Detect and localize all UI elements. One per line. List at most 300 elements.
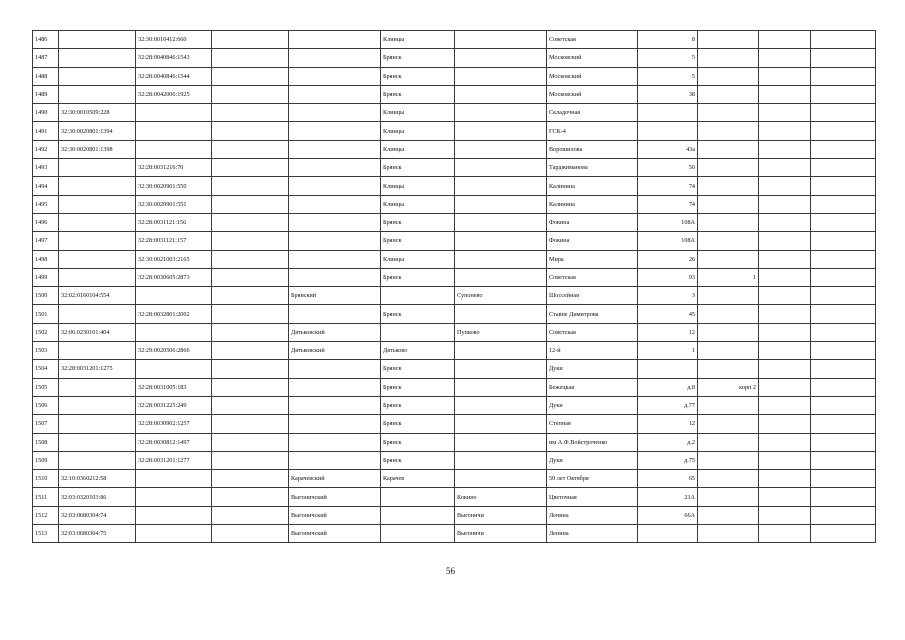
table-cell (759, 104, 811, 122)
table-cell (698, 67, 759, 85)
table-row (33, 213, 876, 231)
table-cell (811, 104, 876, 122)
table-cell: Московский (547, 49, 638, 67)
table-cell (289, 378, 381, 396)
table-cell (455, 378, 547, 396)
table-cell (381, 506, 455, 524)
table-cell (698, 396, 759, 414)
table-cell: 1501 (33, 305, 59, 323)
table-cell (455, 122, 547, 140)
table-cell (455, 305, 547, 323)
table-cell (698, 232, 759, 250)
table-cell: 32:03:0320103:86 (59, 488, 136, 506)
table-cell (455, 415, 547, 433)
table-cell: 32:28:0042006:1925 (136, 85, 212, 103)
table-cell (455, 31, 547, 49)
table-cell (59, 451, 136, 469)
table-cell: 1510 (33, 470, 59, 488)
table-cell: Клинцы (381, 195, 455, 213)
table-cell (698, 488, 759, 506)
table-cell: Московский (547, 67, 638, 85)
table-cell: 1507 (33, 415, 59, 433)
table-cell: Дуки (547, 451, 638, 469)
table-cell (759, 470, 811, 488)
table-cell: 1506 (33, 396, 59, 414)
table-cell (212, 159, 289, 177)
table-cell (59, 396, 136, 414)
table-cell (455, 396, 547, 414)
table-cell (455, 85, 547, 103)
table-row (33, 506, 876, 524)
table-cell: 32:30:0010509:228 (59, 104, 136, 122)
table-row (33, 323, 876, 341)
table-cell: Брянск (381, 415, 455, 433)
table-cell: Дуки (547, 396, 638, 414)
table-cell (638, 525, 698, 543)
table-cell (698, 195, 759, 213)
table-cell (212, 122, 289, 140)
table-cell: 5 (638, 67, 698, 85)
table-cell (136, 470, 212, 488)
table-row (33, 104, 876, 122)
table-cell (455, 433, 547, 451)
table-cell (212, 31, 289, 49)
table-row (33, 232, 876, 250)
table-cell: 66А (638, 506, 698, 524)
table-cell (455, 159, 547, 177)
table-cell: 32:28:0031121:156 (136, 213, 212, 231)
registry-table (32, 30, 876, 543)
table-cell: Брянск (381, 213, 455, 231)
table-cell: 1492 (33, 140, 59, 158)
table-cell: 1504 (33, 360, 59, 378)
table-cell: Брянск (381, 268, 455, 286)
table-cell (455, 177, 547, 195)
table-cell (136, 287, 212, 305)
table-cell (455, 104, 547, 122)
table-cell: Дятьково (381, 342, 455, 360)
table-cell (136, 506, 212, 524)
table-cell (759, 140, 811, 158)
table-cell (289, 268, 381, 286)
table-cell: 1491 (33, 122, 59, 140)
table-cell: 1 (638, 342, 698, 360)
table-cell: 1 (698, 268, 759, 286)
table-cell (212, 213, 289, 231)
table-cell: Брянск (381, 396, 455, 414)
table-cell (455, 195, 547, 213)
table-cell: 32:28:0040846:1543 (136, 49, 212, 67)
table-cell: Выгоничи (455, 506, 547, 524)
table-cell (212, 470, 289, 488)
table-cell (638, 122, 698, 140)
table-row (33, 67, 876, 85)
table-cell (698, 305, 759, 323)
table-cell (759, 488, 811, 506)
table-cell (759, 360, 811, 378)
table-cell (136, 323, 212, 341)
table-cell (289, 415, 381, 433)
table-cell (698, 177, 759, 195)
table-cell: 32:28:0030902:1257 (136, 415, 212, 433)
table-cell (59, 232, 136, 250)
table-cell: 32:29:0020506:2866 (136, 342, 212, 360)
table-cell (811, 67, 876, 85)
table-cell (455, 232, 547, 250)
table-row (33, 85, 876, 103)
table-cell: Выгоничский (289, 488, 381, 506)
table-cell (212, 250, 289, 268)
table-cell (811, 488, 876, 506)
table-cell (455, 360, 547, 378)
table-cell (59, 31, 136, 49)
table-cell: Калинина (547, 195, 638, 213)
table-cell: Шоссейная (547, 287, 638, 305)
table-cell: 32:30:0020901:550 (136, 177, 212, 195)
table-cell (212, 104, 289, 122)
table-cell: Дуки (547, 360, 638, 378)
table-cell: 1494 (33, 177, 59, 195)
table-cell (811, 49, 876, 67)
table-cell: Ленина (547, 525, 638, 543)
table-cell (212, 305, 289, 323)
table-cell (759, 49, 811, 67)
table-cell (455, 342, 547, 360)
table-cell (759, 525, 811, 543)
table-cell (811, 213, 876, 231)
table-cell (759, 287, 811, 305)
table-cell (212, 378, 289, 396)
table-cell (59, 213, 136, 231)
page-number: 56 (446, 566, 455, 576)
table-cell: 32:28:0031201:1277 (136, 451, 212, 469)
table-cell: Клинцы (381, 122, 455, 140)
table-cell (289, 140, 381, 158)
table-cell: Брянск (381, 67, 455, 85)
table-cell (811, 140, 876, 158)
table-cell: 43а (638, 140, 698, 158)
table-cell (212, 232, 289, 250)
table-cell (698, 159, 759, 177)
table-cell: 1493 (33, 159, 59, 177)
table-cell (59, 378, 136, 396)
table-cell (811, 31, 876, 49)
table-cell: 32:03:0680304:75 (59, 525, 136, 543)
table-cell: Бежецкая (547, 378, 638, 396)
table-row (33, 396, 876, 414)
table-row (33, 360, 876, 378)
table-cell (811, 122, 876, 140)
table-cell (698, 104, 759, 122)
table-cell (811, 451, 876, 469)
table-cell: Брянск (381, 378, 455, 396)
table-cell (698, 415, 759, 433)
table-cell (759, 342, 811, 360)
table-cell (759, 232, 811, 250)
table-cell: 1508 (33, 433, 59, 451)
table-cell (698, 433, 759, 451)
table-cell: Брянск (381, 305, 455, 323)
table-cell (381, 488, 455, 506)
table-cell: 1513 (33, 525, 59, 543)
table-row (33, 159, 876, 177)
table-cell (136, 140, 212, 158)
table-cell: Цветочная (547, 488, 638, 506)
table-cell: 38 (638, 85, 698, 103)
table-row (33, 140, 876, 158)
table-row (33, 342, 876, 360)
table-cell: 32:28:0030812:1497 (136, 433, 212, 451)
table-cell (698, 31, 759, 49)
table-cell (136, 360, 212, 378)
table-cell (59, 49, 136, 67)
table-cell (59, 415, 136, 433)
table-cell (759, 177, 811, 195)
table-cell (759, 122, 811, 140)
table-cell (759, 159, 811, 177)
table-cell (759, 195, 811, 213)
table-cell (811, 85, 876, 103)
table-cell (59, 159, 136, 177)
table-cell: 12 (638, 415, 698, 433)
table-cell (759, 213, 811, 231)
table-cell (811, 159, 876, 177)
table-row (33, 122, 876, 140)
table-cell: Выгоничи (455, 525, 547, 543)
table-cell: 108А (638, 232, 698, 250)
table-cell (455, 268, 547, 286)
table-cell (811, 195, 876, 213)
table-cell: Выгоничский (289, 506, 381, 524)
table-cell (759, 67, 811, 85)
table-row (33, 195, 876, 213)
table-cell: 21А (638, 488, 698, 506)
table-cell (136, 488, 212, 506)
table-cell: 1511 (33, 488, 59, 506)
table-cell: Клинцы (381, 104, 455, 122)
table-cell (698, 360, 759, 378)
table-cell: Брянск (381, 451, 455, 469)
table-cell: 1500 (33, 287, 59, 305)
table-cell (212, 140, 289, 158)
table-cell (289, 305, 381, 323)
table-cell: 1499 (33, 268, 59, 286)
table-cell: 32:30:0020801:1398 (59, 140, 136, 158)
table-cell (455, 213, 547, 231)
table-cell: 32:06:0230101:404 (59, 323, 136, 341)
table-cell: 32:10:0360212:58 (59, 470, 136, 488)
table-cell (759, 506, 811, 524)
table-cell (638, 104, 698, 122)
table-cell (136, 122, 212, 140)
table-cell: 74 (638, 195, 698, 213)
table-cell (759, 85, 811, 103)
table-cell: 1488 (33, 67, 59, 85)
table-cell (759, 451, 811, 469)
table-cell: 1505 (33, 378, 59, 396)
table-row (33, 268, 876, 286)
table-cell: 1489 (33, 85, 59, 103)
table-cell (289, 49, 381, 67)
table-cell: Клинцы (381, 250, 455, 268)
table-cell (698, 287, 759, 305)
table-cell: 26 (638, 250, 698, 268)
table-cell (759, 396, 811, 414)
table-cell: 1496 (33, 213, 59, 231)
table-cell: 32:28:0031121:157 (136, 232, 212, 250)
table-row (33, 488, 876, 506)
table-row (33, 451, 876, 469)
table-cell: Складочная (547, 104, 638, 122)
table-cell: Ленина (547, 506, 638, 524)
table-cell (455, 140, 547, 158)
table-cell: 65 (638, 470, 698, 488)
table-cell (289, 360, 381, 378)
table-cell (811, 342, 876, 360)
table-cell: д.77 (638, 396, 698, 414)
table-cell: 1497 (33, 232, 59, 250)
table-cell (289, 122, 381, 140)
table-cell (455, 67, 547, 85)
table-cell: Брянск (381, 360, 455, 378)
table-cell: 50 (638, 159, 698, 177)
table-cell: 1490 (33, 104, 59, 122)
table-cell: Советская (547, 268, 638, 286)
table-cell: Мира (547, 250, 638, 268)
table-cell: Ворошилова (547, 140, 638, 158)
table-cell (289, 31, 381, 49)
table-cell: 32:30:0020901:551 (136, 195, 212, 213)
table-cell (212, 451, 289, 469)
table-cell (759, 378, 811, 396)
table-cell (811, 250, 876, 268)
table-cell: 8 (638, 31, 698, 49)
table-row (33, 177, 876, 195)
table-cell: 1498 (33, 250, 59, 268)
table-cell: 1502 (33, 323, 59, 341)
table-cell (381, 323, 455, 341)
table-cell: Брянск (381, 85, 455, 103)
table-cell (759, 268, 811, 286)
table-cell: 32:30:0021003:2165 (136, 250, 212, 268)
table-cell (698, 122, 759, 140)
table-cell (759, 433, 811, 451)
table-cell: Кокино (455, 488, 547, 506)
table-cell (759, 250, 811, 268)
table-cell (212, 85, 289, 103)
table-cell (698, 342, 759, 360)
table-cell (289, 396, 381, 414)
table-cell: Выгоничский (289, 525, 381, 543)
table-cell: Карачевский (289, 470, 381, 488)
table-cell: Клинцы (381, 140, 455, 158)
table-cell (59, 250, 136, 268)
table-cell (289, 177, 381, 195)
table-cell (289, 159, 381, 177)
table-cell (698, 213, 759, 231)
table-cell (811, 506, 876, 524)
table-cell: 32:28:0031005:183 (136, 378, 212, 396)
table-cell: Брянский (289, 287, 381, 305)
table-cell: 1486 (33, 31, 59, 49)
table-cell: Московский (547, 85, 638, 103)
table-cell: 1509 (33, 451, 59, 469)
table-cell (811, 415, 876, 433)
table-cell (289, 195, 381, 213)
table-cell (811, 268, 876, 286)
table-cell (811, 177, 876, 195)
table-cell: 32:28:0040846:1544 (136, 67, 212, 85)
table-cell: Советская (547, 31, 638, 49)
table-cell (698, 506, 759, 524)
table-cell (59, 433, 136, 451)
table-cell: 12-й (547, 342, 638, 360)
table-cell: Пупково (455, 323, 547, 341)
table-row (33, 287, 876, 305)
table-cell: 3 (638, 287, 698, 305)
table-cell (59, 268, 136, 286)
table-cell: 1503 (33, 342, 59, 360)
table-cell: 108А (638, 213, 698, 231)
table-cell: 1487 (33, 49, 59, 67)
table-cell (698, 140, 759, 158)
table-cell (136, 525, 212, 543)
table-cell: 32:30:0010412:660 (136, 31, 212, 49)
table-cell (811, 433, 876, 451)
table-cell (59, 305, 136, 323)
table-cell (59, 342, 136, 360)
table-cell (289, 104, 381, 122)
table-cell: д.2 (638, 433, 698, 451)
table-cell: Брянск (381, 232, 455, 250)
table-cell (212, 506, 289, 524)
table-cell: 5 (638, 49, 698, 67)
table-cell (212, 49, 289, 67)
table-cell (59, 85, 136, 103)
table-cell (698, 85, 759, 103)
table-cell: 93 (638, 268, 698, 286)
table-cell (811, 323, 876, 341)
table-cell (212, 323, 289, 341)
table-cell (811, 305, 876, 323)
table-cell: корп 2 (698, 378, 759, 396)
table-cell (811, 287, 876, 305)
table-row (33, 305, 876, 323)
table-cell (212, 67, 289, 85)
table-cell (212, 396, 289, 414)
table-cell: Калинина (547, 177, 638, 195)
table-cell (289, 250, 381, 268)
table-cell: ГСК-4 (547, 122, 638, 140)
table-cell: Брянск (381, 433, 455, 451)
table-cell: Супонево (455, 287, 547, 305)
table-cell: д.8 (638, 378, 698, 396)
table-row (33, 525, 876, 543)
table-cell (811, 360, 876, 378)
table-cell: 12 (638, 323, 698, 341)
table-cell (289, 213, 381, 231)
table-cell (759, 415, 811, 433)
table-cell: Брянск (381, 159, 455, 177)
table-cell (698, 323, 759, 341)
table-cell: Ставпе Димитрова (547, 305, 638, 323)
table-cell (759, 323, 811, 341)
table-cell (698, 451, 759, 469)
table-cell (811, 378, 876, 396)
table-cell: 1495 (33, 195, 59, 213)
table-cell (212, 488, 289, 506)
table-cell (638, 360, 698, 378)
